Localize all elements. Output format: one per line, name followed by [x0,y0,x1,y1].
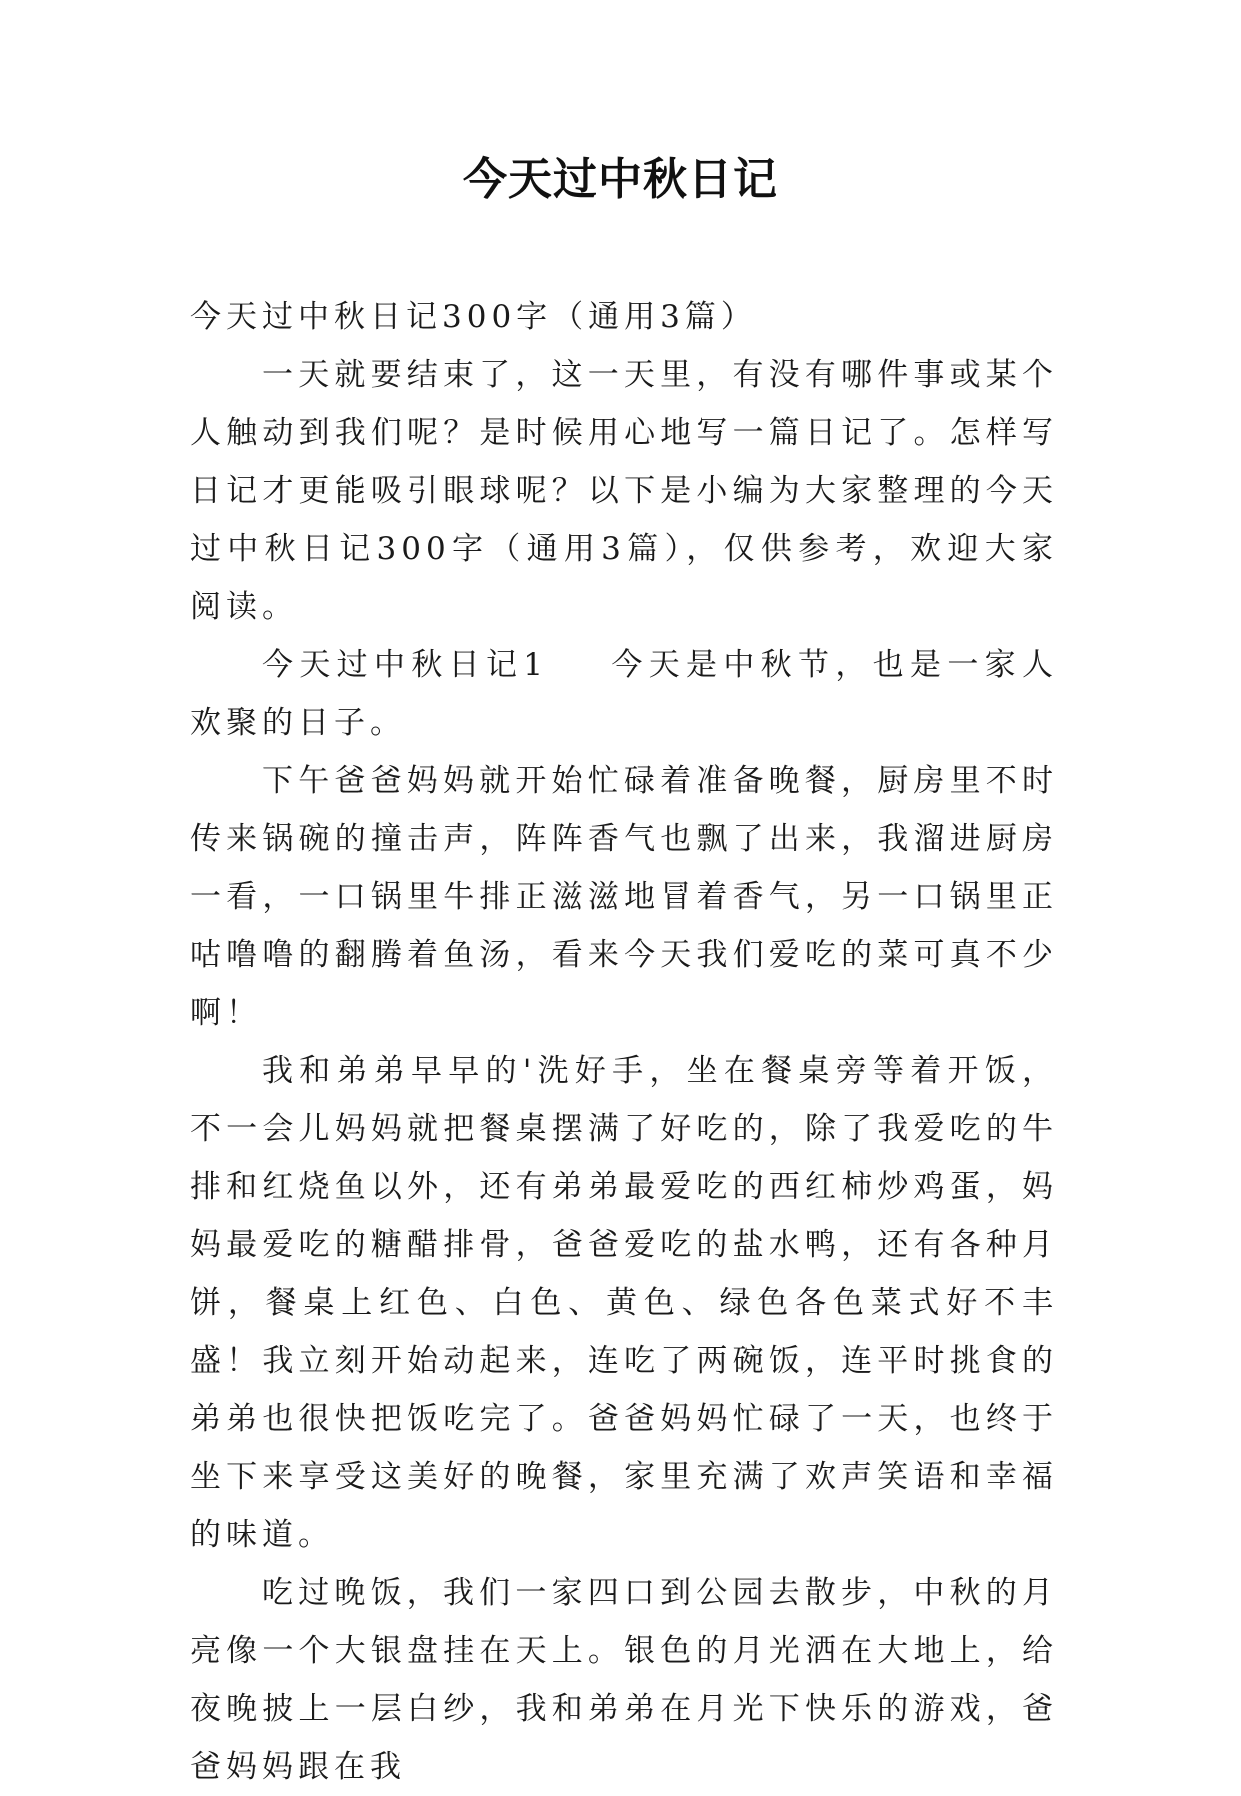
section-1-paragraph [190,636,1058,752]
document-body [190,288,1058,1796]
body-paragraph: 吃过晚饭，我们一家四口到公园去散步，中秋的月亮像一个大银盘挂在天上。银色的月光洒在大地上，给夜晚披上一层白纱，我和弟弟在月光下快乐的游戏，爸爸妈妈跟在我 [190,1575,1058,1785]
section-1-heading: 今天过中秋日记1 [262,647,549,683]
document-title: 今天过中秋日记 [463,154,778,205]
body-paragraph: 下午爸爸妈妈就开始忙碌着准备晚餐，厨房里不时传来锅碗的撞击声，阵阵香气也飘了出来，我溜进厨房一看，一口锅里牛排正滋滋地冒着香气，另一口锅里正咕噜噜的翻腾着鱼汤，看来今天我们爱吃的菜可真不少啊！ [190,763,1058,1031]
intro-paragraph: 一天就要结束了，这一天里，有没有哪件事或某个人触动到我们呢？是时候用心地写一篇日记了。怎样写日记才更能吸引眼球呢？以下是小编为大家整理的今天过中秋日记300字（通用3篇），仅供参考，欢迎大家阅读。 [190,357,1058,625]
document-subtitle: 今天过中秋日记300字（通用3篇） [190,299,757,335]
body-paragraph: 我和弟弟早早的'洗好手，坐在餐桌旁等着开饭，不一会儿妈妈就把餐桌摆满了好吃的，除了我爱吃的牛排和红烧鱼以外，还有弟弟最爱吃的西红柿炒鸡蛋，妈妈最爱吃的糖醋排骨，爸爸爱吃的盐水鸭，还有各种月饼，餐桌上红色、白色、黄色、绿色各色菜式好不丰盛！我立刻开始动起来，连吃了两碗饭，连平时挑食的弟弟也很快把饭吃完了。爸爸妈妈忙碌了一天，也终于坐下来享受这美好的晚餐，家里充满了欢声笑语和幸福的味道。 [190,1053,1058,1553]
section-1-first-text: 今天是中秋节，也是一家人欢聚的日子。 [190,647,1058,741]
